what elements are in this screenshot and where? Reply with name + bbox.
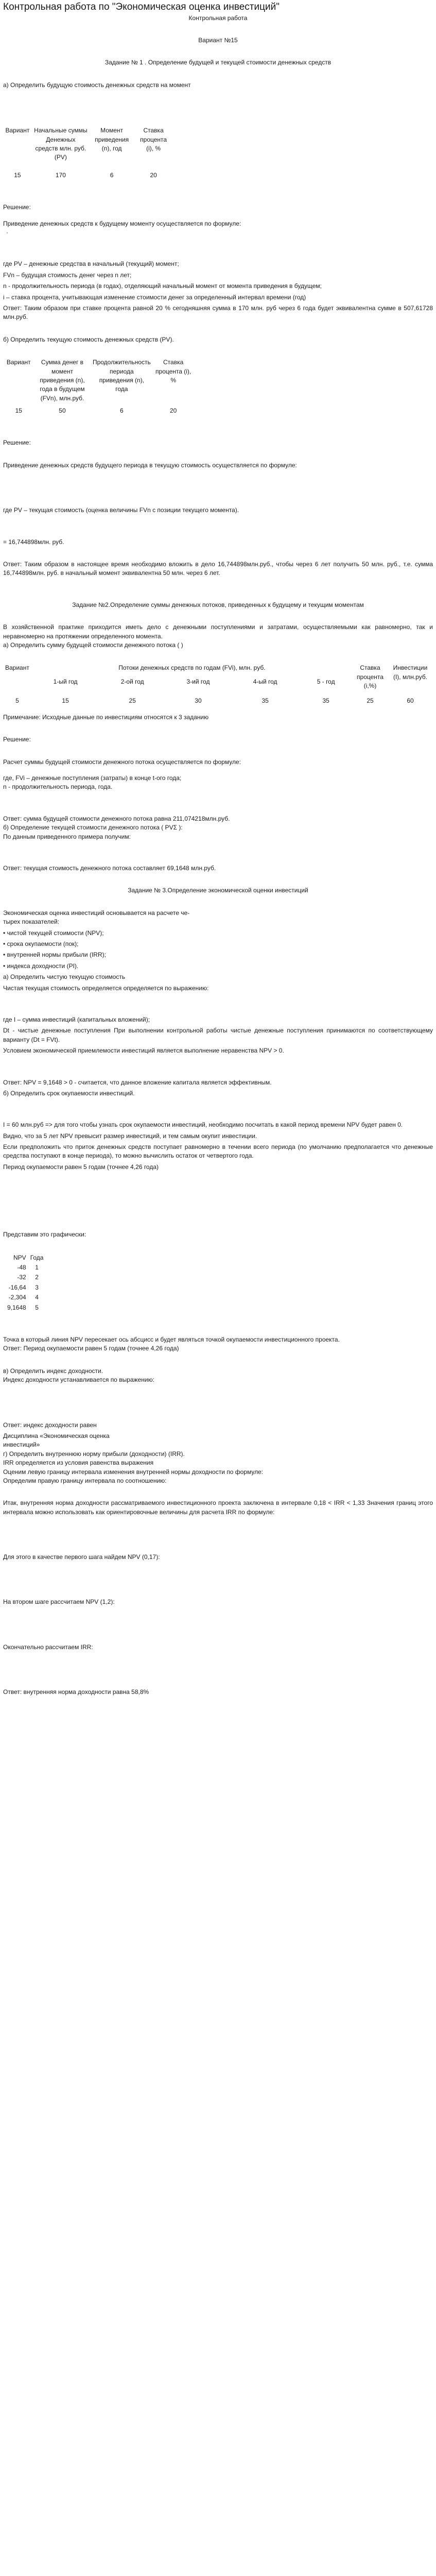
- task1-table-a: [3, 126, 173, 180]
- task2-formula-intro: Расчет суммы будущей стоимости денежного потока осуществляется по формуле:: [3, 758, 241, 766]
- npv-table: [5, 1253, 45, 1313]
- task3-payback-text: I = 60 млн.руб => для того чтобы узнать срок окупаемости инвестиций, необходимо посчитать в какой период времени NPV будет равен 0.: [3, 1121, 403, 1129]
- task3-irr-def2: Оценим левую границу интервала изменения внутренней нормы доходности по формуле:: [3, 1468, 264, 1476]
- task2-header-flows: Потоки денежных средств по годам (FVi), млн. руб.: [118, 664, 266, 672]
- variant-label: Вариант №15: [198, 37, 238, 44]
- task2-answer-a: Ответ: сумма будущей стоимости денежного потока равна 211,074218млн.руб.: [3, 815, 230, 822]
- task2-part-b: б) Определение текущей стоимости денежного потока ( PVΣ ):: [3, 824, 183, 832]
- task3-intro-2: тырех показателей:: [3, 918, 60, 926]
- task3-final-answer: Ответ: внутренняя норма доходности равна 58,8%: [3, 1688, 149, 1696]
- task2-legend-1: где, FVi – денежные поступления (затраты) в конце t-ого года;: [3, 774, 182, 782]
- task1-heading: Задание № 1 . Определение будущей и текущей стоимости денежных средств: [104, 59, 332, 66]
- task1b-header-n: Продолжительность периода приведения (n), года: [92, 359, 151, 393]
- task3-intro-payback: • срока окупаемости (пок);: [3, 940, 79, 947]
- task1a-header-variant: Вариант: [5, 127, 30, 134]
- task3-part-a: а) Определить чистую текущую стоимость: [3, 973, 126, 981]
- task3-payback-text3: Если предположить что приток денежных средств поступает равномерно в течении всего периода (по умолчанию предполагается что денежные средства поступают в конце периода), то можно вычислить остаток от четвертого года.: [3, 1143, 433, 1160]
- task1-part-a: а) Определить будущую стоимость денежных средств на момент: [3, 81, 191, 89]
- task1-formula-intro-a: Приведение денежных средств к будущему моменту осуществляется по формуле:: [3, 219, 241, 227]
- task3-heading: Задание № 3.Определение экономической оценки инвестиций: [128, 887, 308, 894]
- task2-legend-2: n - продолжительность периода, года.: [3, 783, 113, 791]
- task1-legend-a-2: FVn – будущая стоимость денег через n лет;: [3, 271, 132, 279]
- task1b-cell-n: 6: [120, 407, 124, 415]
- task1b-cell-fvn: 50: [59, 407, 66, 415]
- year-cell: 2: [35, 1274, 39, 1281]
- task1-answer-a: Ответ: Таким образом при ставке процента равной 20 % сегодняшняя сумма в 170 млн. руб через 6 года будет эквивалентна сумме в 507,61728 млн.руб.: [3, 304, 433, 321]
- task3-step2: На втором шаге рассчитаем NPV (1,2):: [3, 1598, 115, 1606]
- npv-cell: -48: [17, 1264, 26, 1272]
- task1-legend-a-1: где PV – денежные средства в начальный (текущий) момент;: [3, 260, 179, 268]
- task2-header-rate: Ставка процента (i,%): [357, 664, 383, 690]
- task1a-cell-variant: 15: [14, 171, 21, 179]
- task3-part-c: в) Определить индекс доходности.: [3, 1367, 103, 1375]
- task3-pi-answer-3: инвестиций»: [3, 1441, 40, 1449]
- task3-intro-irr: • внутренней нормы прибыли (IRR);: [3, 951, 106, 959]
- npv-cell: -2,304: [8, 1294, 26, 1301]
- task3-intro-pi: • индекса доходности (PI).: [3, 962, 79, 970]
- task3-part-d: г) Определить внутреннюю норму прибыли (доходности) (IRR).: [3, 1450, 185, 1458]
- task2-table: [3, 663, 433, 706]
- task3-graph-answer: Ответ: Период окупаемости равен 5 годам (точнее 4,26 года): [3, 1345, 179, 1352]
- task3-graph-intro: Представим это графически:: [3, 1231, 86, 1239]
- task1-legend-b: где PV – текущая стоимость (оценка величины FVn с позиции текущего момента).: [3, 506, 239, 514]
- task1b-header-i: Ставка процента (i), %: [155, 359, 191, 384]
- year-cell: 4: [35, 1294, 39, 1301]
- task1-solution-label-b: Решение:: [3, 439, 31, 447]
- task3-npv-intro: Чистая текущая стоимость определяется определяется по выражению:: [3, 984, 209, 992]
- task1b-header-variant: Вариант: [6, 359, 31, 366]
- task1a-cell-pv: 170: [55, 171, 66, 179]
- npv-table-header-year: Года: [30, 1253, 44, 1261]
- task3-graph-point: Точка в который линия NPV пересекает ось абсцисс и будет являться точкой окупаемости инвестиционного проекта.: [3, 1335, 340, 1343]
- task3-part-b: б) Определить срок окупаемости инвестиций.: [3, 1089, 135, 1097]
- task3-answer-a: Ответ: NPV = 9,1648 > 0 - считается, что данное вложение капитала является эффективным.: [3, 1078, 272, 1086]
- document-title: Контрольная работа по "Экономическая оценка инвестиций": [3, 2, 280, 12]
- task1a-cell-i: 20: [150, 171, 157, 179]
- task2-cell-invest: 60: [407, 697, 414, 704]
- task2-year-4: 4-ый год: [253, 678, 277, 686]
- task2-cell-y4: 35: [261, 697, 269, 704]
- task1-table-b: [3, 358, 194, 416]
- task1-legend-a-4: i – ставка процента, учитывающая изменение стоимости денег за определенный интервал времени (год): [3, 293, 306, 301]
- npv-table-header-npv: NPV: [13, 1253, 26, 1261]
- task2-year-3: 3-ий год: [186, 678, 210, 686]
- table-row: [5, 1303, 45, 1313]
- year-cell: 5: [35, 1303, 39, 1311]
- task3-pi-answer-2: Дисциплина «Экономическая оценка: [3, 1432, 110, 1439]
- task1a-cell-n: 6: [110, 171, 114, 179]
- task3-pi-answer-1: Ответ: индекс доходности равен: [3, 1421, 97, 1429]
- task3-legend-dt: Dt - чистые денежные поступления При выполнении контрольной работы чистые денежные поступления принимаются по соответствующему варианту (Dt = FVt).: [3, 1027, 433, 1043]
- task2-heading: Задание №2.Определение суммы денежных потоков, приведенных к будущему и текущим моментам: [72, 601, 364, 608]
- task3-legend-i: где I – сумма инвестиций (капитальных вложений);: [3, 1015, 150, 1023]
- task2-part-a: а) Определить сумму будущей стоимости денежного потока ( ): [3, 641, 183, 649]
- task3-irr-range: Итак, внутренняя норма доходности рассматриваемого инвестиционного проекта заключена в интервале 0,18 < IRR < 1,33 Значения границ этого интервала можно использовать как ориентировочные величины для расчета IRR по формуле:: [3, 1499, 433, 1516]
- task2-year-2: 2-ой год: [120, 678, 144, 686]
- task3-final-irr: Окончательно рассчитаем IRR:: [3, 1643, 93, 1651]
- task1a-header-i: Ставка процента (i), %: [140, 127, 167, 152]
- npv-cell: 9,1648: [7, 1303, 26, 1311]
- task3-irr-def: IRR определяется из условия равенства выражения: [3, 1459, 154, 1467]
- year-cell: 3: [35, 1283, 39, 1291]
- task3-payback-text2: Видно, что за 5 лет NPV превысит размер инвестиций, и тем самым окупит инвестиции.: [3, 1132, 257, 1140]
- table-row: [5, 1283, 45, 1293]
- task1-formula-dot: ·: [6, 228, 8, 236]
- document-page: [0, 1, 436, 2576]
- task2-intro: В хозяйственной практике приходится иметь дело с денежными поступлениями и затратами, осуществляемыми как равномерно, так и неравномерно на протяжении определенного момента.: [3, 623, 433, 640]
- task3-pi-intro: Индекс доходности устанавливается по выражению:: [3, 1376, 154, 1384]
- task3-condition: Условием экономической приемлемости инвестиций является выполнение неравенства NPV > 0.: [3, 1047, 284, 1055]
- task2-cell-y2: 25: [129, 697, 136, 704]
- task1-answer-b: Ответ: Таким образом в настоящее время необходимо вложить в дело 16,744898млн.руб., чтобы через 6 лет получить 50 млн. руб., т.е. сумма 16,744898млн. руб. в начальный момент эквивалентна 50 млн. через 6 лет.: [3, 561, 433, 577]
- task1b-header-fvn: Сумма денег в момент приведения (n), года в будущем (FVn), млн.руб.: [40, 359, 85, 402]
- task1a-header-n: Момент приведения (n), год: [95, 127, 129, 152]
- task2-solution-label: Решение:: [3, 736, 31, 743]
- task2-year-1: 1-ый год: [53, 678, 78, 686]
- year-cell: 1: [35, 1264, 39, 1272]
- task2-cell-y5: 35: [322, 697, 329, 704]
- npv-cell: -16,64: [8, 1283, 26, 1291]
- task2-header-variant: Вариант: [5, 664, 29, 672]
- task3-irr-def3: Определим правую границу интервала по соотношению:: [3, 1477, 167, 1484]
- table-row: [5, 1293, 45, 1302]
- task1-part-b: б) Определить текущую стоимость денежных средств (PV).: [3, 335, 174, 343]
- task1b-cell-i: 20: [169, 407, 177, 415]
- task1-formula-intro-b: Приведение денежных средств будущего периода в текущую стоимость осуществляется по формуле:: [3, 461, 297, 469]
- task2-part-b-note: По данным приведенного примера получим:: [3, 833, 131, 840]
- task2-cell-y1: 15: [62, 697, 69, 704]
- task3-intro-npv: • чистой текущей стоимости (NPV);: [3, 929, 104, 937]
- task1b-cell-variant: 15: [15, 407, 22, 415]
- npv-cell: -32: [17, 1274, 26, 1281]
- task2-year-5: 5 - год: [317, 678, 335, 686]
- task2-note: Примечание: Исходные данные по инвестициям относятся к 3 заданию: [3, 713, 209, 721]
- task1-result-b: = 16,744898млн. руб.: [3, 538, 64, 546]
- table-row: [5, 1273, 45, 1282]
- task3-payback-answer: Период окупаемости равен 5 годам (точнее 4,26 года): [3, 1163, 159, 1171]
- task1-legend-a-3: n - продолжительность периода (в годах), отделяющий начальный момент от момента приведения в будущем;: [3, 282, 322, 290]
- task1-solution-label: Решение:: [3, 204, 31, 211]
- task2-answer-b: Ответ: текущая стоимость денежного потока составляет 69,1648 млн.руб.: [3, 865, 216, 872]
- task2-cell-y3: 30: [195, 697, 202, 704]
- task2-cell-rate: 25: [367, 697, 374, 704]
- task1a-header-pv: Начальные суммы Денежных средств млн. руб. (PV): [34, 127, 88, 161]
- document-subtitle: Контрольная работа: [188, 14, 248, 22]
- table-row: [5, 1263, 45, 1273]
- task2-header-invest: Инвестиции (I), млн.руб.: [393, 664, 428, 681]
- task3-intro-1: Экономическая оценка инвестиций основывается на расчете че-: [3, 909, 190, 917]
- task3-step1: Для этого в качестве первого шага найдем NPV (0,17):: [3, 1553, 160, 1561]
- task2-cell-variant: 5: [15, 697, 19, 704]
